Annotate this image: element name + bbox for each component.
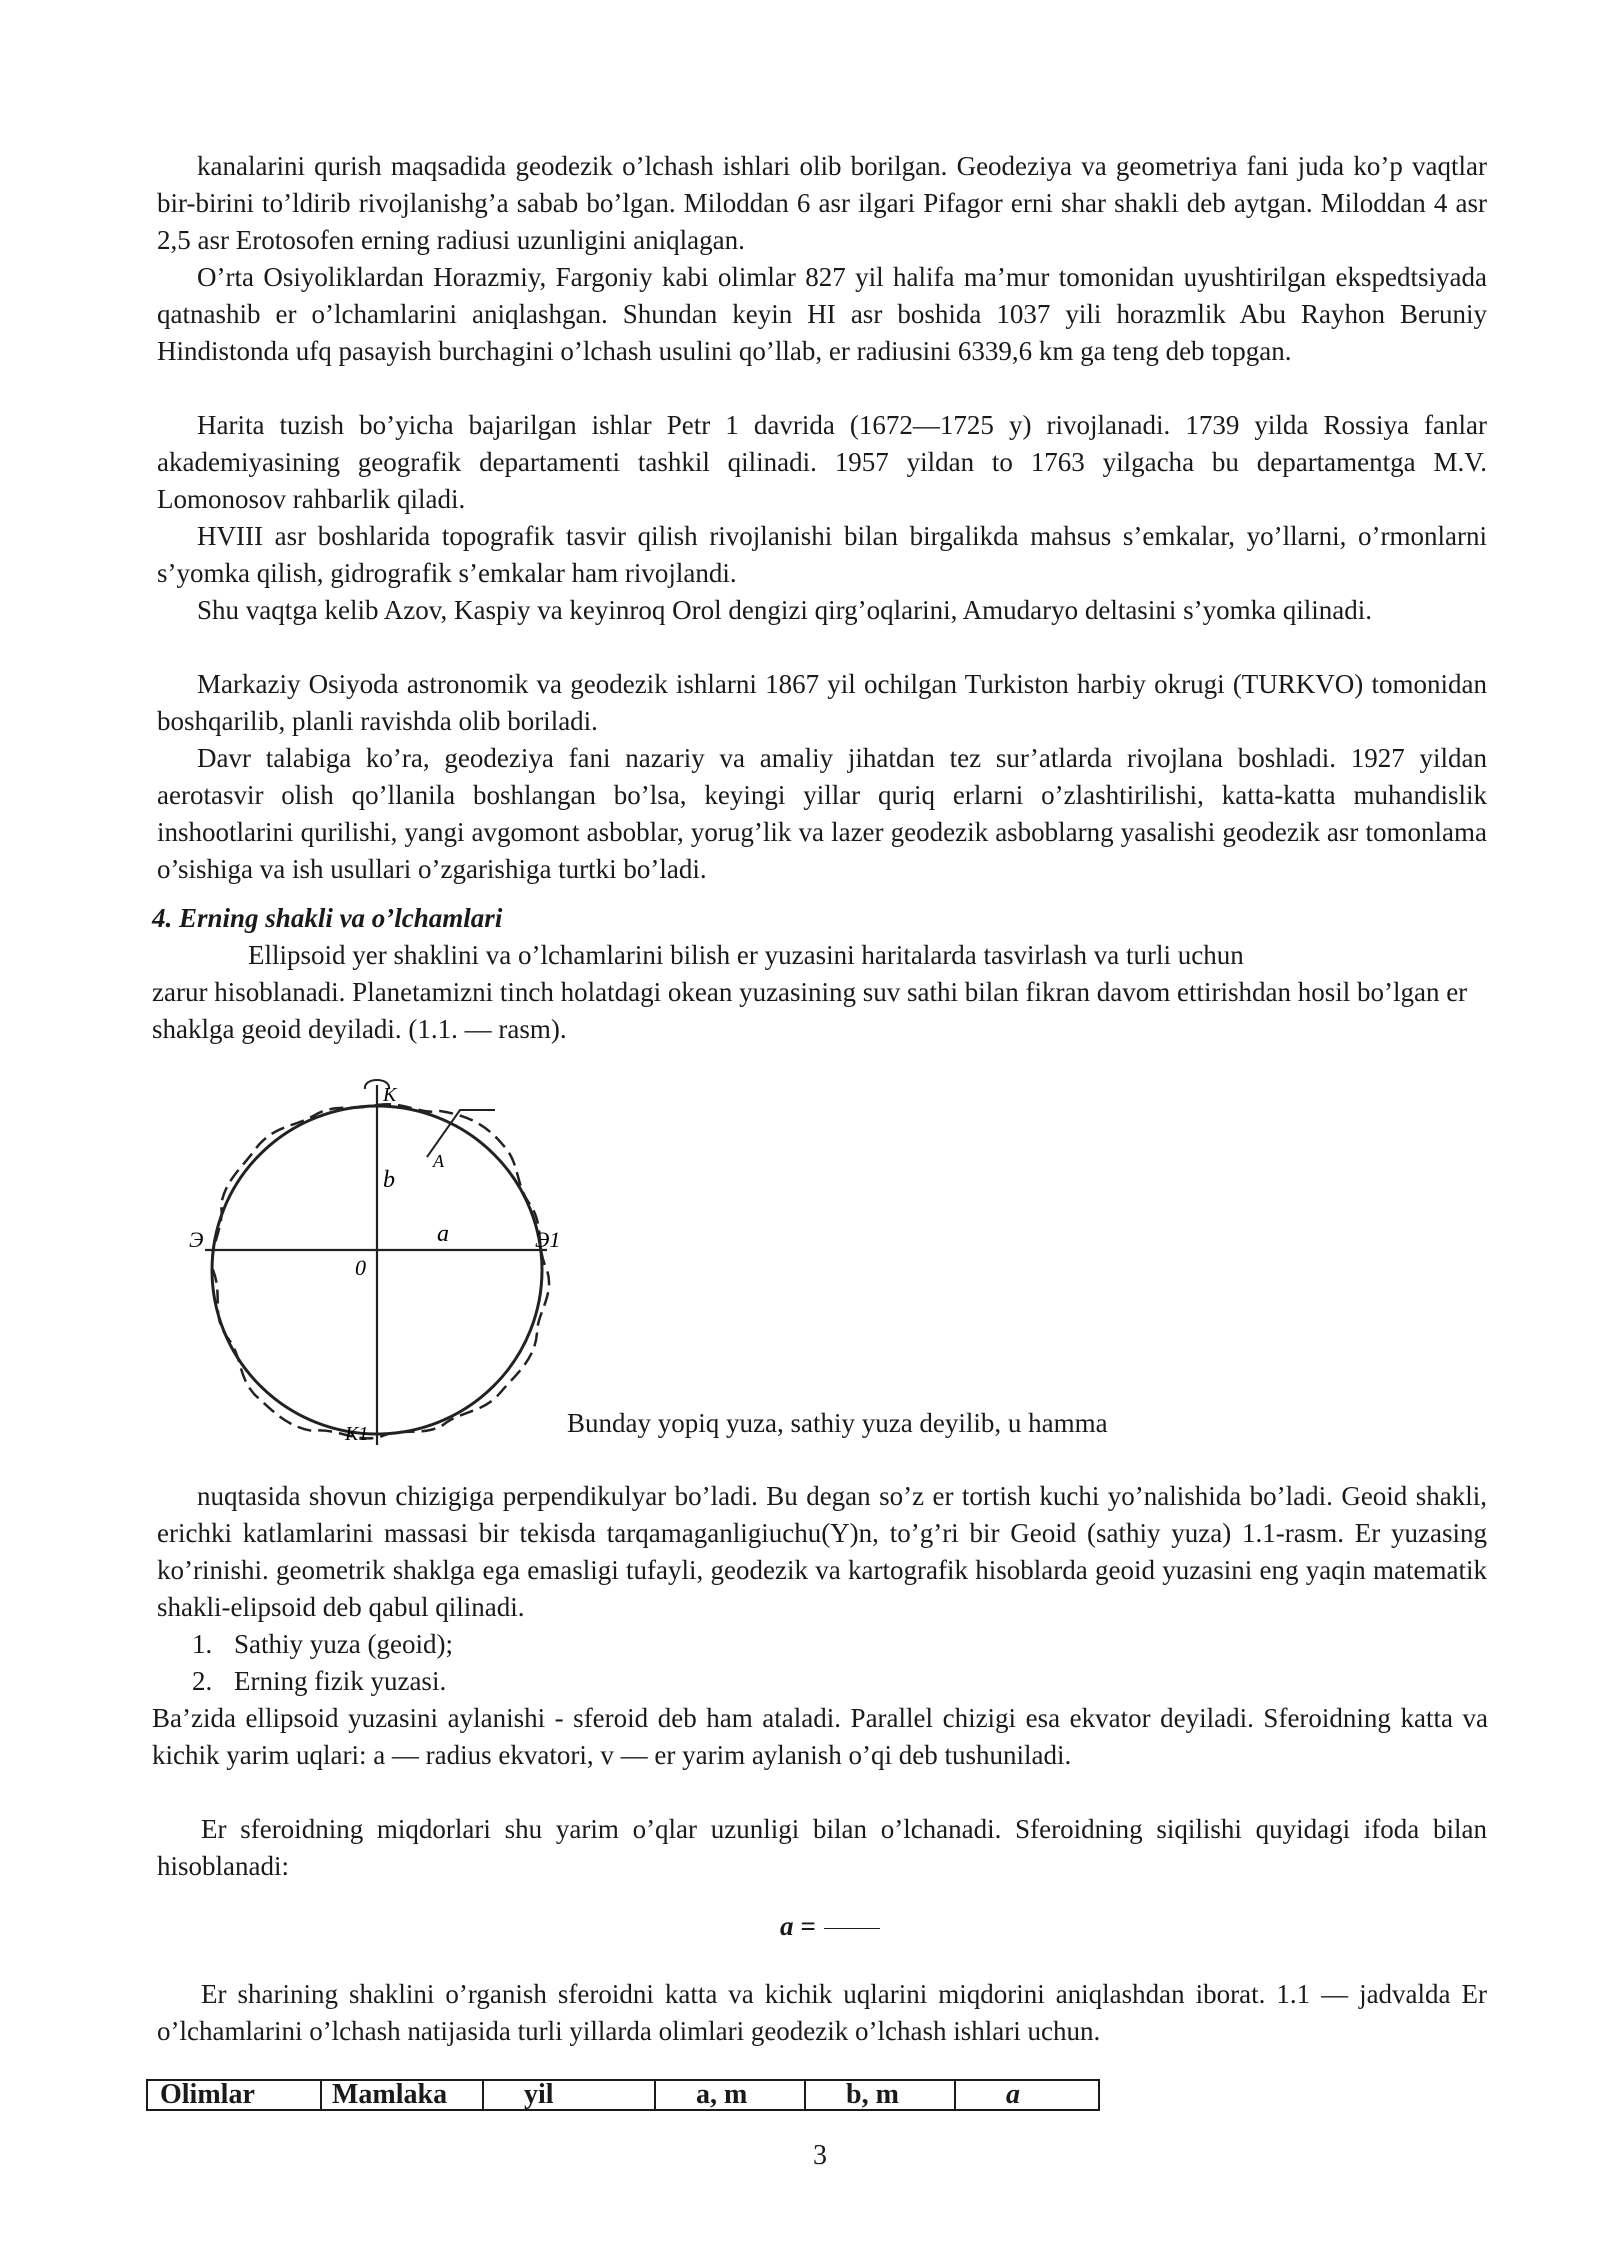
label-b: b — [383, 1167, 395, 1193]
label-right: Э1 — [535, 1227, 561, 1252]
figure-caption: Bunday yopiq yuza, sathiy yuza deyilib, u hamma — [567, 1408, 1108, 1438]
paragraph-spheroid: Ba’zida ellipsoid yuzasini aylanishi - sferoid deb ham ataladi. Parallel chizigi esa ekvator deyiladi. Sferoidning katta va kichik yarim uqlari: a — radius ekvatori, v — er yarim aylanish o’qi deb tushuniladi. — [152, 1703, 1488, 1770]
table-header-cell: Olimlar — [147, 2080, 321, 2110]
list-item — [192, 1626, 453, 1663]
list-number: 1. — [192, 1629, 213, 1659]
label-bottom: K1 — [345, 1423, 369, 1445]
list-text: Sathiy yuza (geoid); — [234, 1629, 453, 1659]
paragraph-seas-survey: Shu vaqtga kelib Azov, Kaspiy va keyinroq Orol dengizi qirg’oqlarini, Amudaryo deltasini s’yomka qilinadi. — [197, 595, 1373, 625]
paragraph-earth-shape: Er sharining shaklini o’rganish sferoidni katta va kichik uqlarini miqdorini aniqlashdan iborat. 1.1 — jadvalda Er o’lchamlarini o’lchash natijasida turli yillarda olimlari geodezik o’lchash ishlari uchun. — [157, 1979, 1487, 2046]
table-header-cell: a, m — [655, 2080, 805, 2110]
paragraph-ellipsoid-rest: zarur hisoblanadi. Planetamizni tinch holatdagi okean yuzasining suv sathi bilan fikran davom ettirishdan hosil bo’lgan er shaklga geoid deyiladi. (1.1. — rasm). — [152, 977, 1468, 1044]
paragraph-history-intro: kanalarini qurish maqsadida geodezik o’lchash ishlari olib borilgan. Geodeziya va geometriya fani juda ko’p vaqtlar bir-birini to’ldirib rivojlanishg’a sabab bo’lgan. Miloddan 6 asr ilgari Pifagor erni shar shakli deb aytgan. Miloddan 4 asr 2,5 asr Erotosofen erning radiusi uzunligini aniqlagan. — [157, 151, 1487, 255]
table-header-cell: b, m — [805, 2080, 955, 2110]
label-left: Э — [189, 1227, 204, 1252]
table-header-cell: a — [955, 2080, 1099, 2110]
label-callout: A — [433, 1151, 444, 1171]
paragraph-plumb-line: nuqtasida shovun chizigiga perpendikulyar bo’ladi. Bu degan so’z er tortish kuchi yo’nalishida bo’ladi. Geoid shakli, erichki katlamlarini massasi bir tekisda tarqamaganligiuchu(Y)n, to’g’ri bir Geoid (sathiy yuza) 1.1-rasm. Er yuzasing ko’rinishi. geometrik shaklga ega emasligi tufayli, geodezik va kartografik hisoblarda geoid yuzasini eng yaqin matematik shakli-elipsoid deb qabul qilinadi. — [157, 1481, 1487, 1622]
page-number: 3 — [813, 2140, 827, 2171]
measurements-table — [146, 2079, 1100, 2111]
label-k: K — [383, 1084, 397, 1106]
label-o: 0 — [355, 1255, 366, 1280]
paragraph-modern-geodesy: Davr talabiga ko’ra, geodeziya fani nazariy va amaliy jihatdan tez sur’atlarda rivojlana boshladi. 1927 yildan aerotasvir olish qo’llanila boshlangan bo’lsa, keyingi yillar quriq erlarni o’zlashtirilishi, katta-katta muhandislik inshootlarini qurilishi, yangi avgomont asboblar, yorug’lik va lazer geodezik asboblarng yasalishi geodezik asr tomonlama o’sishiga va ish usullari o’zgarishiga turtki bo’ladi. — [157, 743, 1487, 884]
section-heading: 4. Erning shakli va o’lchamlari — [152, 903, 503, 933]
label-a: a — [437, 1221, 449, 1247]
list-number: 2. — [192, 1666, 213, 1696]
paragraph-peter-era: Harita tuzish bo’yicha bajarilgan ishlar Petr 1 davrida (1672—1725 y) rivojlanadi. 1739 yilda Rossiya fanlar akademiyasining geografik departamenti tashkil qilinadi. 1957 yildan to 1763 yilgacha bu departamentga M.V. Lomonosov rahbarlik qiladi. — [157, 410, 1487, 514]
table-header-cell: yil — [483, 2080, 655, 2110]
table-header-cell: Mamlaka — [321, 2080, 483, 2110]
paragraph-18th-century: HVIII asr boshlarida topografik tasvir qilish rivojlanishi bilan birgalikda mahsus s’emkalar, yo’llarni, o’rmonlarni s’yomka qilish, gidrografik s’emkalar ham rivojlandi. — [157, 521, 1487, 588]
paragraph-turkvo: Markaziy Osiyoda astronomik va geodezik ishlarni 1867 yil ochilgan Turkiston harbiy okrugi (TURKVO) tomonidan boshqarilib, planli ravishda olib boriladi. — [157, 669, 1487, 736]
flattening-formula — [780, 1908, 880, 1945]
paragraph-central-asia: O’rta Osiyoliklardan Horazmiy, Fargoniy kabi olimlar 827 yil halifa ma’mur tomonidan uyushtirilgan ekspedtsiyada qatnashib er o’lchamlarini aniqlashgan. Shundan keyin HI asr boshida 1037 yili horazmlik Abu Rayhon Beruniy Hindistonda ufq pasayish burchagini o’lchash usulini qo’llab, er radiusini 6339,6 km ga teng deb topgan. — [157, 262, 1487, 366]
fraction-bar — [824, 1928, 880, 1929]
list-item — [192, 1663, 446, 1700]
list-text: Erning fizik yuzasi. — [234, 1666, 447, 1696]
paragraph-spheroid-size: Er sferoidning miqdorlari shu yarim o’qlar uzunligi bilan o’lchanadi. Sferoidning siqilishi quyidagi ifoda bilan hisoblanadi: — [157, 1814, 1487, 1881]
formula-lhs: a = — [780, 1911, 816, 1941]
paragraph-ellipsoid-lead: Ellipsoid yer shaklini va o’lchamlarini bilish er yuzasini haritalarda tasvirlash va turli uchun — [248, 940, 1244, 970]
table-header-row — [147, 2080, 1099, 2110]
geoid-figure — [185, 1075, 565, 1455]
